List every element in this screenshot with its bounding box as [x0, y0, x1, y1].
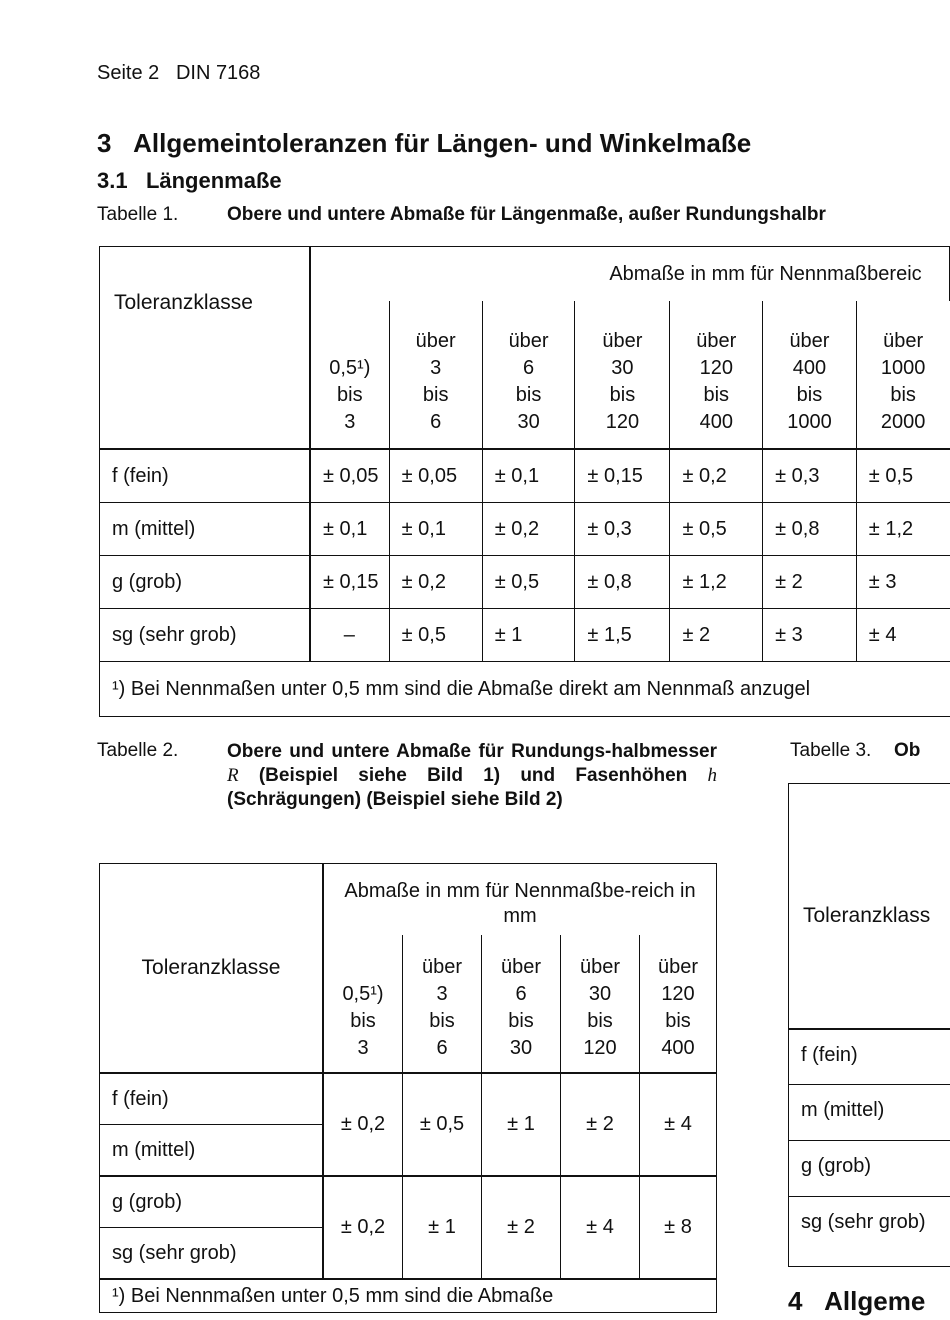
table-row	[100, 503, 950, 556]
value-cell: ± 0,1	[389, 503, 482, 556]
value-cell: ± 0,5	[482, 556, 575, 609]
value-cell: ± 0,3	[575, 503, 670, 556]
table-3-caption	[790, 740, 920, 762]
range-header: über 6 bis 30	[482, 301, 575, 449]
value-cell: ± 4	[640, 1073, 717, 1176]
range-span-header: Abmaße in mm für Nennmaßbereic	[310, 247, 950, 302]
value-cell: ± 2	[670, 609, 763, 662]
value-cell: ± 1,2	[856, 503, 949, 556]
value-cell: ± 8	[640, 1176, 717, 1279]
value-cell: ± 1	[482, 1073, 561, 1176]
row-label: f (fein)	[100, 449, 311, 503]
value-cell: ± 0,5	[403, 1073, 482, 1176]
value-cell: ± 2	[482, 1176, 561, 1279]
section-3-heading	[97, 128, 751, 159]
row-label: f (fein)	[801, 1044, 858, 1066]
row-label: g (grob)	[100, 556, 311, 609]
standard-id: DIN 7168	[175, 62, 261, 84]
table-row	[100, 449, 950, 503]
value-cell: ± 0,15	[575, 449, 670, 503]
row-label: sg (sehr grob)	[100, 609, 311, 662]
row-label: sg (sehr grob)	[100, 1228, 324, 1280]
value-cell: ± 2	[763, 556, 857, 609]
row-label: m (mittel)	[801, 1099, 885, 1121]
class-header: Toleranzklasse	[100, 864, 324, 1074]
range-header: über 1000 bis 2000	[856, 301, 949, 449]
value-cell: ± 0,1	[310, 503, 389, 556]
value-cell: ± 0,2	[482, 503, 575, 556]
value-cell: ± 3	[763, 609, 857, 662]
value-cell: ± 0,8	[575, 556, 670, 609]
row-label: m (mittel)	[100, 503, 311, 556]
row-label: sg (sehr grob)	[801, 1211, 926, 1233]
section-4-heading	[788, 1286, 925, 1317]
range-header: über 30 bis 120	[575, 301, 670, 449]
section-title: Allgemeintoleranzen für Längen- und Winkelmaße	[133, 128, 752, 158]
table-row	[100, 556, 950, 609]
section-3-1-heading	[97, 168, 282, 194]
table-caption-text: Obere und untere Abmaße für Rundungs-halbmesser R (Beispiel siehe Bild 1) und Fasenhöhen h (Schrägungen) (Beispiel siehe Bild 2)	[227, 741, 717, 810]
section-number: 3	[97, 128, 112, 158]
value-cell: ± 0,1	[482, 449, 575, 503]
row-label: m (mittel)	[100, 1125, 324, 1177]
page-number: Seite 2	[97, 62, 160, 84]
value-cell: ± 0,5	[856, 449, 949, 503]
range-header: über 120 bis 400	[640, 935, 717, 1073]
range-span-header: Abmaße in mm für Nennmaßbe-reich in mm	[323, 864, 717, 936]
value-cell: ± 1	[482, 609, 575, 662]
value-cell: ± 3	[856, 556, 949, 609]
value-cell: ± 2	[561, 1073, 640, 1176]
value-cell: ± 0,2	[670, 449, 763, 503]
page-header	[97, 62, 260, 85]
table-row	[789, 1196, 950, 1265]
table-row	[789, 1028, 950, 1086]
range-header: 0,5¹) bis 3	[323, 935, 403, 1073]
value-cell: ± 1	[403, 1176, 482, 1279]
table-label: Tabelle 2.	[97, 740, 179, 761]
value-cell: ± 4	[561, 1176, 640, 1279]
section-title: Allgeme	[824, 1286, 926, 1316]
table-caption-text: Obere und untere Abmaße für Längenmaße, außer Rundungshalbr	[227, 204, 826, 225]
table-row	[100, 1073, 717, 1125]
range-header: über 400 bis 1000	[763, 301, 857, 449]
table-row	[100, 1176, 717, 1228]
row-label: g (grob)	[801, 1155, 872, 1177]
table-footnote: ¹) Bei Nennmaßen unter 0,5 mm sind die Abmaße direkt am Nennmaß anzugel	[100, 662, 950, 717]
value-cell: ± 1,2	[670, 556, 763, 609]
value-cell: ± 1,5	[575, 609, 670, 662]
range-header: 0,5¹) bis 3	[310, 301, 389, 449]
table-row	[789, 1140, 950, 1197]
table-footnote: ¹) Bei Nennmaßen unter 0,5 mm sind die Abmaße	[100, 1279, 717, 1313]
table-1	[99, 246, 950, 717]
table-2	[99, 863, 717, 1313]
value-cell: ± 0,5	[389, 609, 482, 662]
value-cell: ± 0,5	[670, 503, 763, 556]
range-header: über 6 bis 30	[482, 935, 561, 1073]
section-number: 3.1	[97, 168, 128, 193]
value-cell: ± 0,15	[310, 556, 389, 609]
value-cell: –	[310, 609, 389, 662]
row-label: f (fein)	[100, 1073, 324, 1125]
value-cell: ± 0,2	[323, 1176, 403, 1279]
section-number: 4	[788, 1286, 803, 1316]
table-row	[789, 1084, 950, 1141]
table-row	[100, 609, 950, 662]
value-cell: ± 0,3	[763, 449, 857, 503]
value-cell: ± 0,2	[389, 556, 482, 609]
range-header: über 120 bis 400	[670, 301, 763, 449]
table-caption-text: Ob	[894, 740, 921, 761]
class-header: Toleranzklass	[803, 904, 931, 927]
row-label: g (grob)	[100, 1176, 324, 1228]
value-cell: ± 0,2	[323, 1073, 403, 1176]
section-title: Längenmaße	[145, 168, 282, 193]
value-cell: ± 0,05	[310, 449, 389, 503]
table-2-caption	[97, 740, 717, 812]
range-header: über 3 bis 6	[403, 935, 482, 1073]
value-cell: ± 0,8	[763, 503, 857, 556]
value-cell: ± 4	[856, 609, 949, 662]
table-1-caption	[97, 204, 826, 226]
value-cell: ± 0,05	[389, 449, 482, 503]
class-header: Toleranzklasse	[100, 247, 311, 450]
range-header: über 3 bis 6	[389, 301, 482, 449]
range-header: über 30 bis 120	[561, 935, 640, 1073]
table-label: Tabelle 1.	[97, 204, 179, 225]
table-label: Tabelle 3.	[790, 740, 872, 761]
table-3	[788, 783, 950, 1267]
